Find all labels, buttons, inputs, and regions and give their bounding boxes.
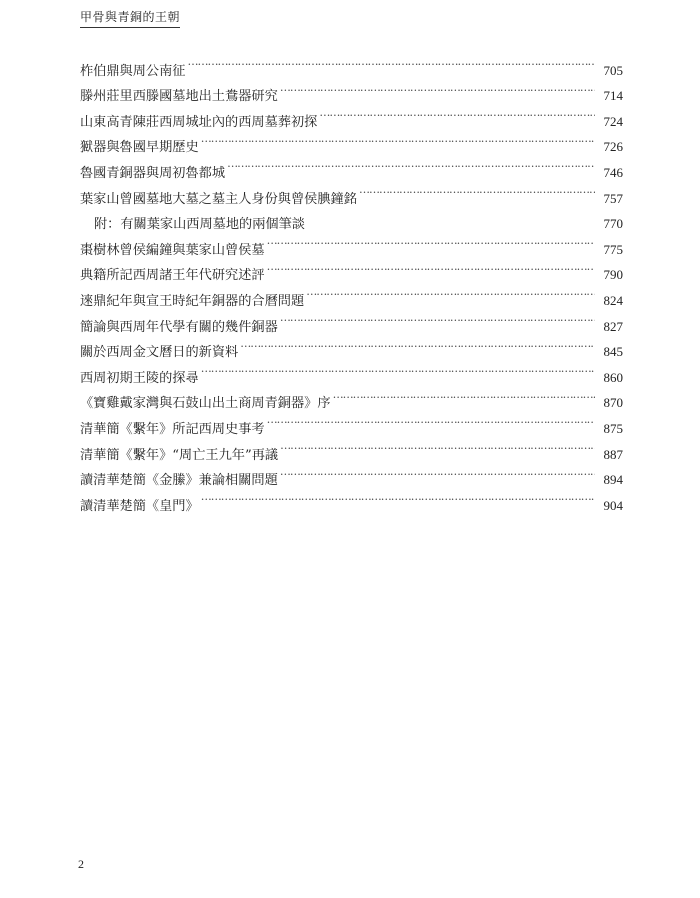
toc-dot-leader: [267, 228, 595, 254]
toc-entry-page: 824: [603, 292, 623, 308]
toc-entry-title: 典籍所記西周諸王年代研究述評: [80, 268, 265, 284]
toc-entry-title: 葉家山曾國墓地大墓之墓主人身份與曾侯腆鐘銘: [80, 191, 357, 207]
toc-entry-title: 讀清華楚簡《金縢》兼論相關問題: [80, 473, 278, 489]
toc-dot-leader: [307, 203, 595, 229]
toc-entry-page: 870: [603, 395, 623, 411]
toc-entry: [80, 49, 623, 79]
toc-entry-page: 860: [603, 369, 623, 385]
toc-entry-title: 西周初期王陵的探尋: [80, 370, 199, 386]
toc-entry-page: 746: [603, 164, 623, 180]
toc-dot-leader: [280, 75, 595, 101]
page-number: 2: [78, 857, 84, 871]
toc-entry-title: 讀清華楚簡《皇門》: [80, 498, 199, 514]
toc-dot-leader: [201, 484, 595, 510]
toc-dot-leader: [201, 356, 595, 382]
toc-entry-title: 魯國青銅器與周初魯都城: [80, 165, 226, 181]
toc-entry-page: 724: [603, 113, 623, 129]
toc-entry-page: 770: [603, 216, 623, 232]
toc-entry-page: 705: [603, 62, 623, 78]
toc-dot-leader: [333, 382, 595, 408]
toc-dot-leader: [240, 331, 595, 357]
toc-entry-title: 附：有關葉家山西周墓地的兩個筆談: [94, 217, 305, 233]
toc-entry-page: 726: [603, 139, 623, 155]
toc-entry-page: 887: [603, 446, 623, 462]
toc-dot-leader: [359, 177, 595, 203]
toc-entry-page: 790: [603, 267, 623, 283]
toc-entry-title: 關於西周金文曆日的新資料: [80, 345, 239, 361]
toc-dot-leader: [201, 126, 595, 152]
toc-entry-title: 逨鼎紀年與宣王時紀年銅器的合曆問題: [80, 293, 305, 309]
toc-entry-title: 柞伯鼎與周公南征: [80, 63, 186, 79]
toc-dot-leader: [280, 305, 595, 331]
toc-entry-page: 904: [603, 497, 623, 513]
toc-entry-title: 清華簡《繫年》“周亡王九年”再議: [80, 447, 279, 463]
toc-entry-page: 845: [603, 344, 623, 360]
toc-entry-page: 775: [603, 241, 623, 257]
toc-entry-title: 簡論與西周年代學有關的幾件銅器: [80, 319, 278, 335]
running-head: 甲骨與青銅的王朝: [80, 10, 180, 28]
toc-entry-title: 㺇器與魯國早期歷史: [80, 140, 199, 156]
table-of-contents: [80, 49, 623, 514]
toc-dot-leader: [280, 433, 595, 459]
toc-entry-page: 875: [603, 420, 623, 436]
toc-dot-leader: [267, 407, 595, 433]
toc-entry-page: 894: [603, 472, 623, 488]
toc-dot-leader: [188, 49, 596, 75]
toc-dot-leader: [280, 459, 595, 485]
toc-entry-page: 757: [603, 190, 623, 206]
toc-entry-page: 714: [603, 88, 623, 104]
toc-dot-leader: [227, 151, 595, 177]
toc-dot-leader: [267, 254, 595, 280]
toc-entry-title: 清華簡《繫年》所記西周史事考: [80, 421, 265, 437]
toc-entry-title: 滕州莊里西滕國墓地出土鴦器研究: [80, 89, 278, 105]
toc-dot-leader: [306, 279, 595, 305]
toc-entry-title: 《寶雞戴家灣與石鼓山出土商周青銅器》序: [80, 396, 331, 412]
toc-entry-page: 827: [603, 318, 623, 334]
toc-entry-title: 山東高青陳莊西周城址內的西周墓葬初探: [80, 114, 318, 130]
toc-entry-title: 棗樹林曾侯編鐘與葉家山曾侯墓: [80, 242, 265, 258]
toc-dot-leader: [319, 100, 595, 126]
